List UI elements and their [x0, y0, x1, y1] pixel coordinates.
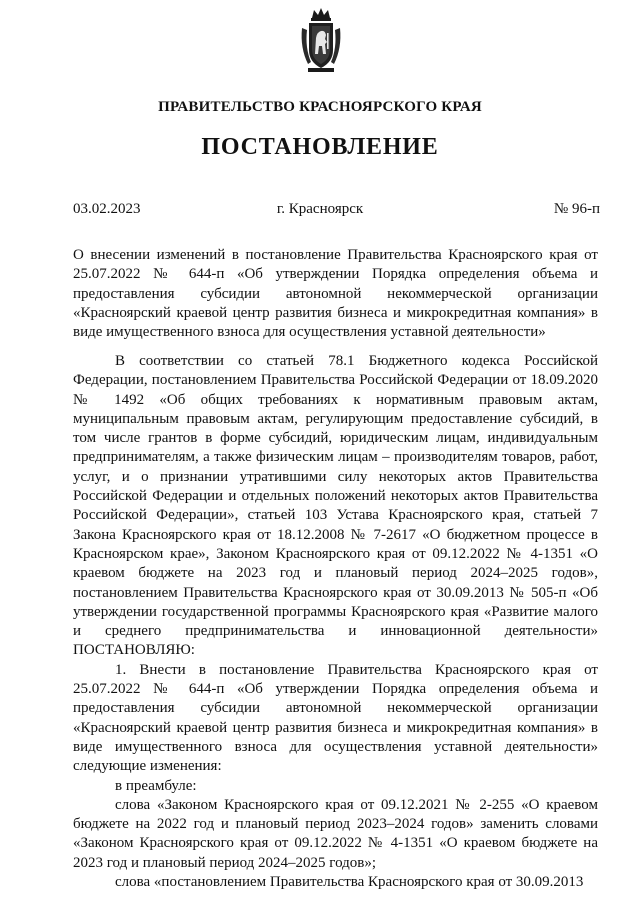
- coat-of-arms-emblem: [300, 8, 342, 74]
- document-date: 03.02.2023: [73, 201, 141, 217]
- government-title: ПРАВИТЕЛЬСТВО КРАСНОЯРСКОГО КРАЯ: [158, 99, 482, 115]
- document-city: г. Красноярск: [276, 201, 364, 217]
- document-type-title: ПОСТАНОВЛЕНИЕ: [201, 134, 439, 160]
- document-subject: О внесении изменений в постановление Правительства Красноярского края от 25.07.2022 № 644-п «Об утверждении Порядка определения объема и предоставления субсидии автономной некоммерческой организации «Красноярский краевой центр развития бизнеса и микрокредитная компания» в виде имущественного взноса для осуществления уставной деятельности»: [73, 247, 598, 341]
- document-body: [73, 352, 598, 892]
- coat-of-arms-icon: [300, 8, 342, 74]
- document-number: № 96-п: [553, 201, 600, 217]
- body-paragraph-replace-law: слова «Законом Красноярского края от 09.12.2021 № 2-255 «О краевом бюджете на 2022 год и плановый период 2023–2024 годов» заменить словами «Законом Красноярского края от 09.12.2022 № 4-1351 «О краевом бюджете на 2023 год и плановый период 2024–2025 годов»;: [73, 796, 598, 871]
- body-paragraph-replace-resolution: слова «постановлением Правительства Красноярского края от 30.09.2013: [115, 874, 584, 891]
- body-paragraph-preamble-changes: в преамбуле:: [115, 777, 197, 794]
- body-paragraph-preamble: В соответствии со статьей 78.1 Бюджетного кодекса Российской Федерации, постановлением Правительства Российской Федерации от 18.09.2020 № 1492 «Об общих требованиях к нормативным правовым актам, муниципальным правовым актам, регулирующим предоставление субсидий, в том числе грантов в форме субсидий, юридическим лицам, индивидуальным предпринимателям, а также физическим лицам – производителям товаров, работ, услуг, и о признании утратившими силу некоторых актов Правительства Российской Федерации и отдельных положений некоторых актов Правительства Российской Федерации», статьей 103 Устава Красноярского края, статьей 7 Закона Красноярского края от 18.12.2008 № 7-2617 «О бюджетном процессе в Красноярском крае», Законом Красноярского края от 09.12.2022 № 4-1351 «О краевом бюджете на 2023 год и плановый период 2024–2025 годов», постановлением Правительства Красноярского края от 30.09.2013 № 505-п «Об утверждении государственной программы Красноярского края «Развитие малого и среднего предпринимательства и инновационной деятельности» ПОСТАНОВЛЯЮ:: [73, 353, 598, 659]
- body-paragraph-item-1: 1. Внести в постановление Правительства Красноярского края от 25.07.2022 № 644-п «Об утверждении Порядка определения объема и предоставления субсидии автономной некоммерческой организации «Красноярский краевой центр развития бизнеса и микрокредитная компания» в виде имущественного взноса для осуществления уставной деятельности» следующие изменения:: [73, 661, 598, 775]
